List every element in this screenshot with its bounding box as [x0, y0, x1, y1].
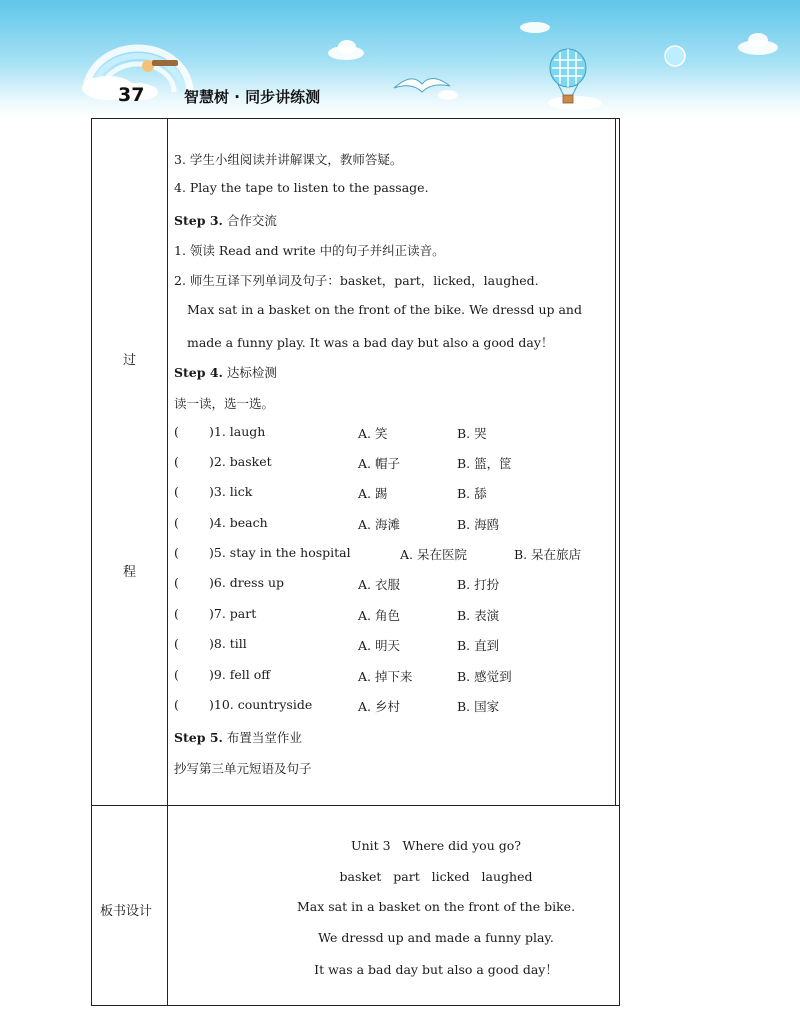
- option-a: A. 笑: [358, 426, 388, 441]
- option-b: B. 哭: [457, 426, 487, 441]
- cloud-decoration: [748, 33, 768, 47]
- option-b: B. 国家: [457, 699, 500, 714]
- option-a: A. 掉下来: [358, 669, 413, 684]
- question-text: )8. till: [209, 636, 247, 651]
- question-text: )6. dress up: [209, 575, 285, 590]
- label-board-design: 板书设计: [100, 904, 153, 919]
- question-text: )3. lick: [209, 484, 253, 499]
- question-text: )5. stay in the hospital: [209, 545, 351, 560]
- question-paren: (: [174, 606, 179, 621]
- option-a: A. 明天: [358, 638, 400, 653]
- label-guo: 过: [123, 353, 137, 368]
- question-text: )2. basket: [209, 454, 272, 469]
- process-line-5: Max sat in a basket on the front of the bike. We dressd up and: [187, 302, 582, 317]
- step5-heading: [174, 728, 302, 746]
- row-divider: [92, 805, 619, 806]
- option-a: A. 衣服: [358, 577, 400, 592]
- cloud-decoration: [338, 40, 356, 54]
- hot-air-balloon-icon: [546, 48, 590, 106]
- option-b: B. 感觉到: [457, 669, 512, 684]
- option-b: B. 篮，筐: [457, 456, 512, 471]
- question-paren: (: [174, 424, 179, 439]
- step4-title: Step 4.: [174, 365, 223, 380]
- page-number: 37: [118, 84, 145, 106]
- step4-text: 达标检测: [226, 365, 277, 380]
- label-cheng: 程: [123, 565, 137, 580]
- cloud-decoration: [520, 22, 550, 33]
- process-line-6: made a funny play. It was a bad day but also a good day！: [187, 335, 554, 350]
- question-paren: (: [174, 667, 179, 682]
- process-line-4: 2. 师生互译下列单词及句子：basket，part，licked，laughed.: [174, 273, 539, 288]
- step5-text: 布置当堂作业: [226, 730, 302, 745]
- question-text: )10. countryside: [209, 697, 313, 712]
- option-b: B. 呆在旅店: [514, 547, 582, 562]
- option-a: A. 踢: [358, 486, 388, 501]
- step3-text: 合作交流: [226, 213, 277, 228]
- option-a: A. 乡村: [358, 699, 400, 714]
- process-line-2: 4. Play the tape to listen to the passage.: [174, 180, 429, 195]
- question-paren: (: [174, 697, 179, 712]
- question-paren: (: [174, 636, 179, 651]
- option-a: A. 呆在医院: [400, 547, 467, 562]
- option-b: B. 打扮: [457, 577, 500, 592]
- instruction: 读一读，选一选。: [174, 396, 275, 411]
- step4-heading: [174, 363, 277, 381]
- question-paren: (: [174, 454, 179, 469]
- question-text: )1. laugh: [209, 424, 266, 439]
- option-a: A. 海滩: [358, 517, 400, 532]
- sun-icon: [663, 44, 687, 68]
- board-line-4: We dressd up and made a funny play.: [318, 930, 554, 945]
- page-header: [0, 0, 800, 118]
- board-line-3: Max sat in a basket on the front of the bike.: [296, 899, 576, 914]
- board-line-2: basket part licked laughed: [339, 869, 533, 884]
- brand-title: 智慧树 · 同步讲练测: [184, 88, 321, 106]
- bird-kite-illustration: [392, 70, 452, 100]
- option-b: B. 舔: [457, 486, 487, 501]
- step3-heading: [174, 211, 277, 229]
- step3-title: Step 3.: [174, 213, 223, 228]
- option-a: A. 帽子: [358, 456, 400, 471]
- question-paren: (: [174, 484, 179, 499]
- board-line-1: Unit 3 Where did you go?: [351, 838, 521, 853]
- process-line-1: 3. 学生小组阅读并讲解课文，教师答疑。: [174, 152, 403, 167]
- process-line-3: 1. 领读 Read and write 中的句子并纠正读音。: [174, 243, 445, 258]
- option-b: B. 海鸥: [457, 517, 500, 532]
- board-line-5: It was a bad day but also a good day！: [314, 962, 558, 977]
- step5-title: Step 5.: [174, 730, 223, 745]
- question-paren: (: [174, 575, 179, 590]
- option-b: B. 直到: [457, 638, 500, 653]
- column-divider-right: [615, 119, 616, 805]
- homework-text: 抄写第三单元短语及句子: [174, 761, 312, 776]
- question-text: )4. beach: [209, 515, 268, 530]
- question-paren: (: [174, 545, 179, 560]
- option-a: A. 角色: [358, 608, 400, 623]
- question-text: )7. part: [209, 606, 257, 621]
- option-b: B. 表演: [457, 608, 500, 623]
- question-text: )9. fell off: [209, 667, 271, 682]
- question-paren: (: [174, 515, 179, 530]
